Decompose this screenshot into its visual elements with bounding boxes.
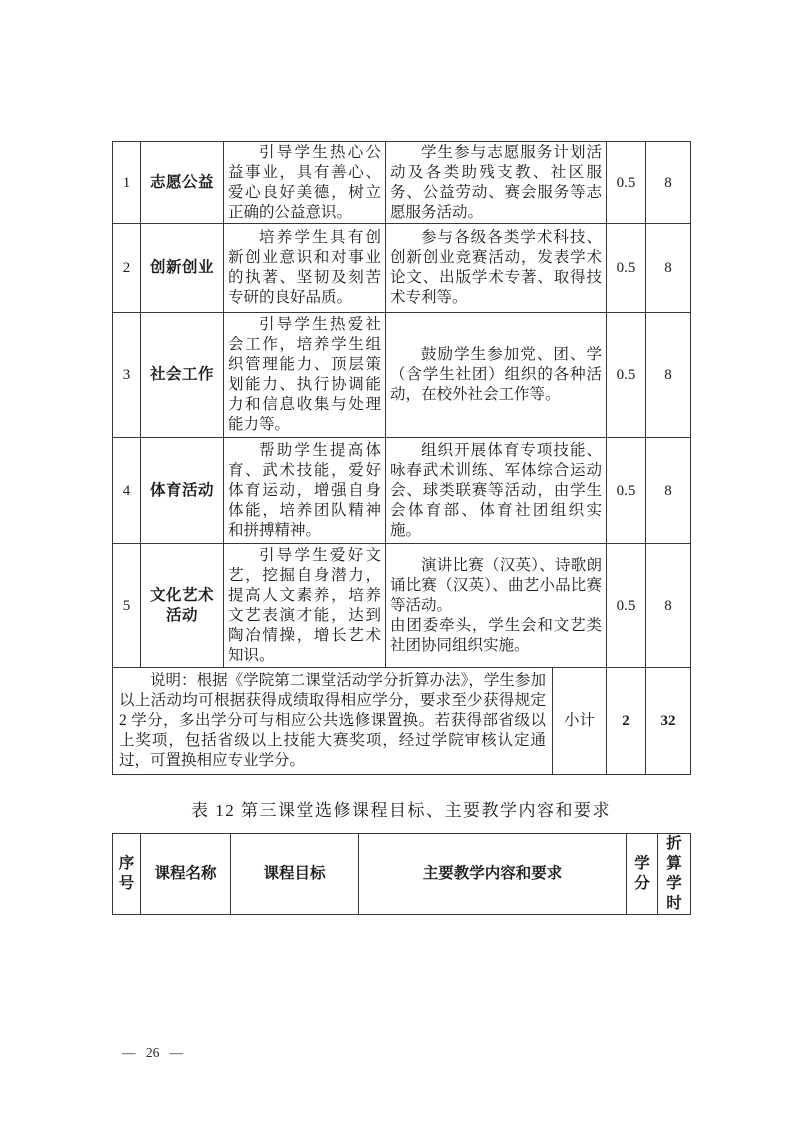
header-converted-hours: 折算学时: [658, 834, 691, 915]
table-row: [113, 313, 691, 438]
goal-text: 引导学生热心公益事业，具有善心、爱心良好美德，树立正确的公益意识。: [228, 143, 381, 221]
row-number: 5: [113, 544, 141, 668]
goal-text: 培养学生具有创新创业意识和对事业的执著、坚韧及刻苦专研的良好品质。: [228, 229, 381, 306]
goal-cell: [224, 544, 386, 668]
hours-cell: 8: [646, 313, 691, 438]
content-text: 学生参与志愿服务计划活动及各类助残支教、社区服务、公益劳动、赛会服务等志愿服务活动。: [390, 143, 603, 221]
content-text: 组织开展体育专项技能、咏春武术训练、军体综合运动会、球类联赛等活动，由学生会体育部、体育社团组织实施。: [390, 441, 603, 539]
header-course-goal: 课程目标: [231, 834, 359, 915]
credit-cell: 0.5: [607, 142, 646, 224]
goal-cell: [224, 438, 386, 544]
activity-name: 社会工作: [141, 313, 224, 438]
note-text: 说明：根据《学院第二课堂活动学分折算办法》，学生参加以上活动均可根据获得成绩取得相应学分，要求至少获得规定 2 学分，多出学分可与相应公共选修课置换。若获得部省级以上奖项，包括省级以上技能大赛奖项，经过学院审核认定通过，可置换相应专业学分。: [119, 672, 546, 769]
header-credit: 学分: [627, 834, 658, 915]
hours-cell: 8: [646, 438, 691, 544]
goal-text: 帮助学生提高体育、武术技能，爱好体育运动，增强自身体能，培养团队精神和拼搏精神。: [228, 441, 381, 539]
activity-name: 创新创业: [141, 224, 224, 313]
activity-name: 文化艺术活动: [141, 544, 224, 668]
credit-cell: 0.5: [607, 313, 646, 438]
row-number: 1: [113, 142, 141, 224]
table-row: [113, 224, 691, 313]
table-row: [113, 142, 691, 224]
third-classroom-table: [112, 833, 691, 915]
content-cell: [386, 544, 607, 668]
table-row: [113, 438, 691, 544]
goal-text: 引导学生爱好文艺，挖掘自身潜力，提高人文素养，培养文艺表演才能，达到陶冶情操，增长艺术知识。: [228, 546, 381, 664]
content-cell: [386, 224, 607, 313]
content-text: 鼓励学生参加党、团、学（含学生社团）组织的各种活动，在校外社会工作等。: [390, 346, 603, 403]
credit-cell: 0.5: [607, 438, 646, 544]
credit-cell: 0.5: [607, 224, 646, 313]
row-number: 2: [113, 224, 141, 313]
table12-title: 表 12 第三课堂选修课程目标、主要教学内容和要求: [191, 801, 611, 820]
table-header-row: [113, 834, 691, 915]
content-text: 由团委牵头，学生会和文艺类社团协同组织实施。: [390, 616, 603, 654]
header-main-content: 主要教学内容和要求: [359, 834, 627, 915]
content-cell: [386, 313, 607, 438]
content-text: 参与各级各类学术科技、创新创业竞赛活动，发表学术论文、出版学术专著、取得技术专利等。: [390, 229, 603, 306]
subtotal-credit: 2: [607, 668, 646, 775]
activity-name: 志愿公益: [141, 142, 224, 224]
goal-cell: [224, 142, 386, 224]
subtotal-hours: 32: [646, 668, 691, 775]
content-text: 演讲比赛（汉英）、诗歌朗诵比赛（汉英）、曲艺小品比赛等活动。: [390, 556, 603, 614]
goal-cell: [224, 224, 386, 313]
hours-cell: 8: [646, 224, 691, 313]
hours-cell: 8: [646, 544, 691, 668]
second-classroom-table: [112, 141, 691, 775]
note-row: [113, 668, 691, 775]
activity-name: 体育活动: [141, 438, 224, 544]
credit-cell: 0.5: [607, 544, 646, 668]
page-number: — 26 —: [122, 1045, 184, 1060]
content-cell: [386, 142, 607, 224]
header-serial-number: 序号: [113, 834, 141, 915]
note-cell: [113, 668, 553, 775]
subtotal-label: 小计: [553, 668, 607, 775]
row-number: 3: [113, 313, 141, 438]
table-row: [113, 544, 691, 668]
row-number: 4: [113, 438, 141, 544]
header-course-name: 课程名称: [141, 834, 231, 915]
goal-cell: [224, 313, 386, 438]
hours-cell: 8: [646, 142, 691, 224]
goal-text: 引导学生热爱社会工作，培养学生组织管理能力、顶层策划能力、执行协调能力和信息收集与处理能力等。: [228, 316, 381, 433]
content-cell: [386, 438, 607, 544]
